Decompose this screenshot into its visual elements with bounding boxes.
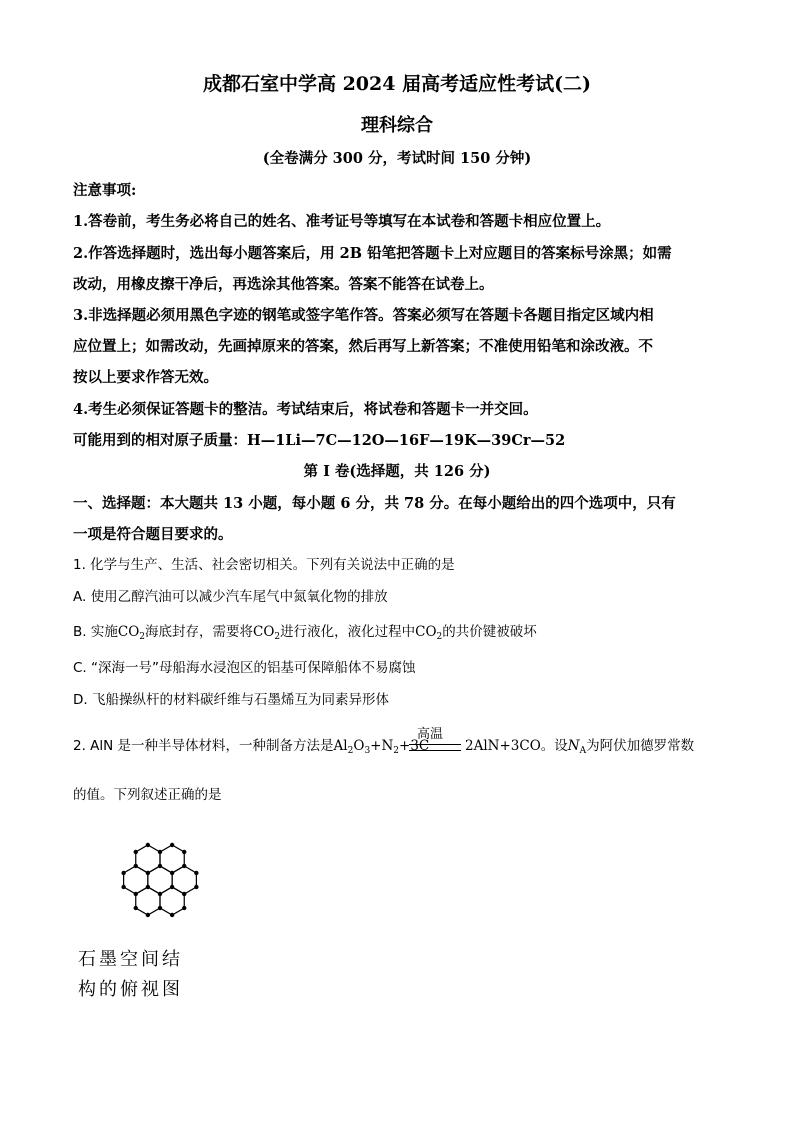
carbon-atom: [170, 885, 174, 889]
q1-b-co2-1: $CO_2$: [117, 624, 145, 642]
note-1: 1.答卷前，考生务必将自己的姓名、准考证号等填写在本试卷和答题卡相应位置上。: [73, 213, 611, 230]
carbon-atom: [194, 885, 198, 889]
carbon-atom: [158, 864, 162, 868]
hexagon-ring: [160, 845, 184, 873]
q2-products: 2AlN+3CO: [465, 738, 541, 754]
q2-stem-line1: [73, 740, 429, 756]
carbon-atom: [182, 892, 186, 896]
hexagon-ring: [124, 866, 148, 894]
q2-stem-line2: 的值。下列叙述正确的是: [73, 787, 222, 803]
q1-b-part1: B. 实施: [73, 624, 118, 640]
hexagon-ring: [136, 887, 160, 915]
q1-b-co2-2: $CO_2$: [253, 624, 281, 642]
q1-b-co2-3: $CO_2$: [415, 624, 443, 642]
carbon-atom: [146, 871, 150, 875]
note-3a: 3.非选择题必须用黑色字迹的钢笔或签字笔作答。答案必须写在答题卡各题目指定区域内相: [73, 307, 654, 324]
q1-b-part4: 的共价键被破坏: [442, 624, 537, 640]
q2-after-eq: 。设: [540, 738, 568, 754]
note-3c: 按以上要求作答无效。: [73, 369, 218, 386]
exam-meta: (全卷满分 300 分，考试时间 150 分钟): [262, 150, 532, 167]
q2-intro: 2. AlN 是一种半导体材料，一种制备方法是: [73, 738, 334, 754]
atomic-masses: 可能用到的相对原子质量：H—1Li—7C—12O—16F—19K—39Cr—52: [73, 432, 566, 449]
carbon-atom: [121, 871, 125, 875]
carbon-atom: [158, 892, 162, 896]
carbon-atom: [134, 906, 138, 910]
q1-option-d: D. 飞船操纵杆的材料碳纤维与石墨烯互为同素异形体: [73, 692, 389, 708]
q2-after-na: 为阿伏加德罗常数: [586, 738, 695, 754]
hexagon-ring: [148, 866, 172, 894]
carbon-atom: [158, 850, 162, 854]
note-2b: 改动，用橡皮擦干净后，再选涂其他答案。答案不能答在试卷上。: [73, 276, 494, 293]
carbon-atom: [170, 843, 174, 847]
hexagon-ring: [136, 845, 160, 873]
q1-stem: 1. 化学与生产、生活、社会密切相关。下列有关说法中正确的是: [73, 557, 455, 573]
q1-option-c: C. “深海一号”母船海水浸泡区的铝基可保障船体不易腐蚀: [73, 660, 416, 676]
carbon-atom: [134, 850, 138, 854]
notes-heading: 注意事项:: [73, 182, 137, 199]
carbon-atom: [146, 843, 150, 847]
note-3b: 应位置上；如需改动，先画掉原来的答案，然后再写上新答案；不准使用铅笔和涂改液。不: [73, 338, 653, 355]
carbon-atom: [146, 885, 150, 889]
carbon-atom: [146, 913, 150, 917]
q2-reaction-condition: 高温: [417, 727, 444, 742]
carbon-atom: [134, 892, 138, 896]
q2-stem-line1-tail: [465, 740, 694, 756]
carbon-atom: [182, 906, 186, 910]
q2-na-symbol: $N_A$: [567, 738, 587, 756]
subject-title: 理科综合: [361, 115, 433, 136]
graphite-structure-figure: [95, 825, 225, 935]
figure-caption-line1: 石墨空间结: [78, 949, 183, 970]
carbon-atom: [121, 885, 125, 889]
q1-b-part2: 海底封存，需要将: [145, 624, 253, 640]
part1-instruction-a: 一、选择题：本大题共 13 小题，每小题 6 分，共 78 分。在每小题给出的四个选项中，只有: [73, 495, 676, 512]
q2-reactants: $Al_2O_3+N_2+3C$: [333, 738, 430, 756]
carbon-atom: [158, 906, 162, 910]
exam-title: 成都石室中学高 2024 届高考适应性考试(二): [202, 73, 592, 95]
hexagon-ring: [160, 887, 184, 915]
carbon-atom: [170, 913, 174, 917]
carbon-atom: [194, 871, 198, 875]
q1-option-b: [73, 626, 537, 642]
note-2a: 2.作答选择题时，选出每小题答案后，用 2B 铅笔把答题卡上对应题目的答案标号涂黑；如需: [73, 245, 672, 262]
q1-b-part3: 进行液化，液化过程中: [280, 624, 416, 640]
carbon-atom: [134, 864, 138, 868]
note-4: 4.考生必须保证答题卡的整洁。考试结束后，将试卷和答题卡一并交回。: [73, 401, 538, 418]
carbon-atom: [170, 871, 174, 875]
carbon-atom: [182, 850, 186, 854]
carbon-atom: [182, 864, 186, 868]
figure-caption-line2: 构的俯视图: [78, 979, 183, 1000]
part1-heading: 第 I 卷(选择题，共 126 分): [303, 463, 491, 480]
q1-option-a: A. 使用乙醇汽油可以减少汽车尾气中氮氧化物的排放: [73, 589, 388, 605]
part1-instruction-b: 一项是符合题目要求的。: [73, 526, 233, 543]
hexagon-ring: [172, 866, 196, 894]
